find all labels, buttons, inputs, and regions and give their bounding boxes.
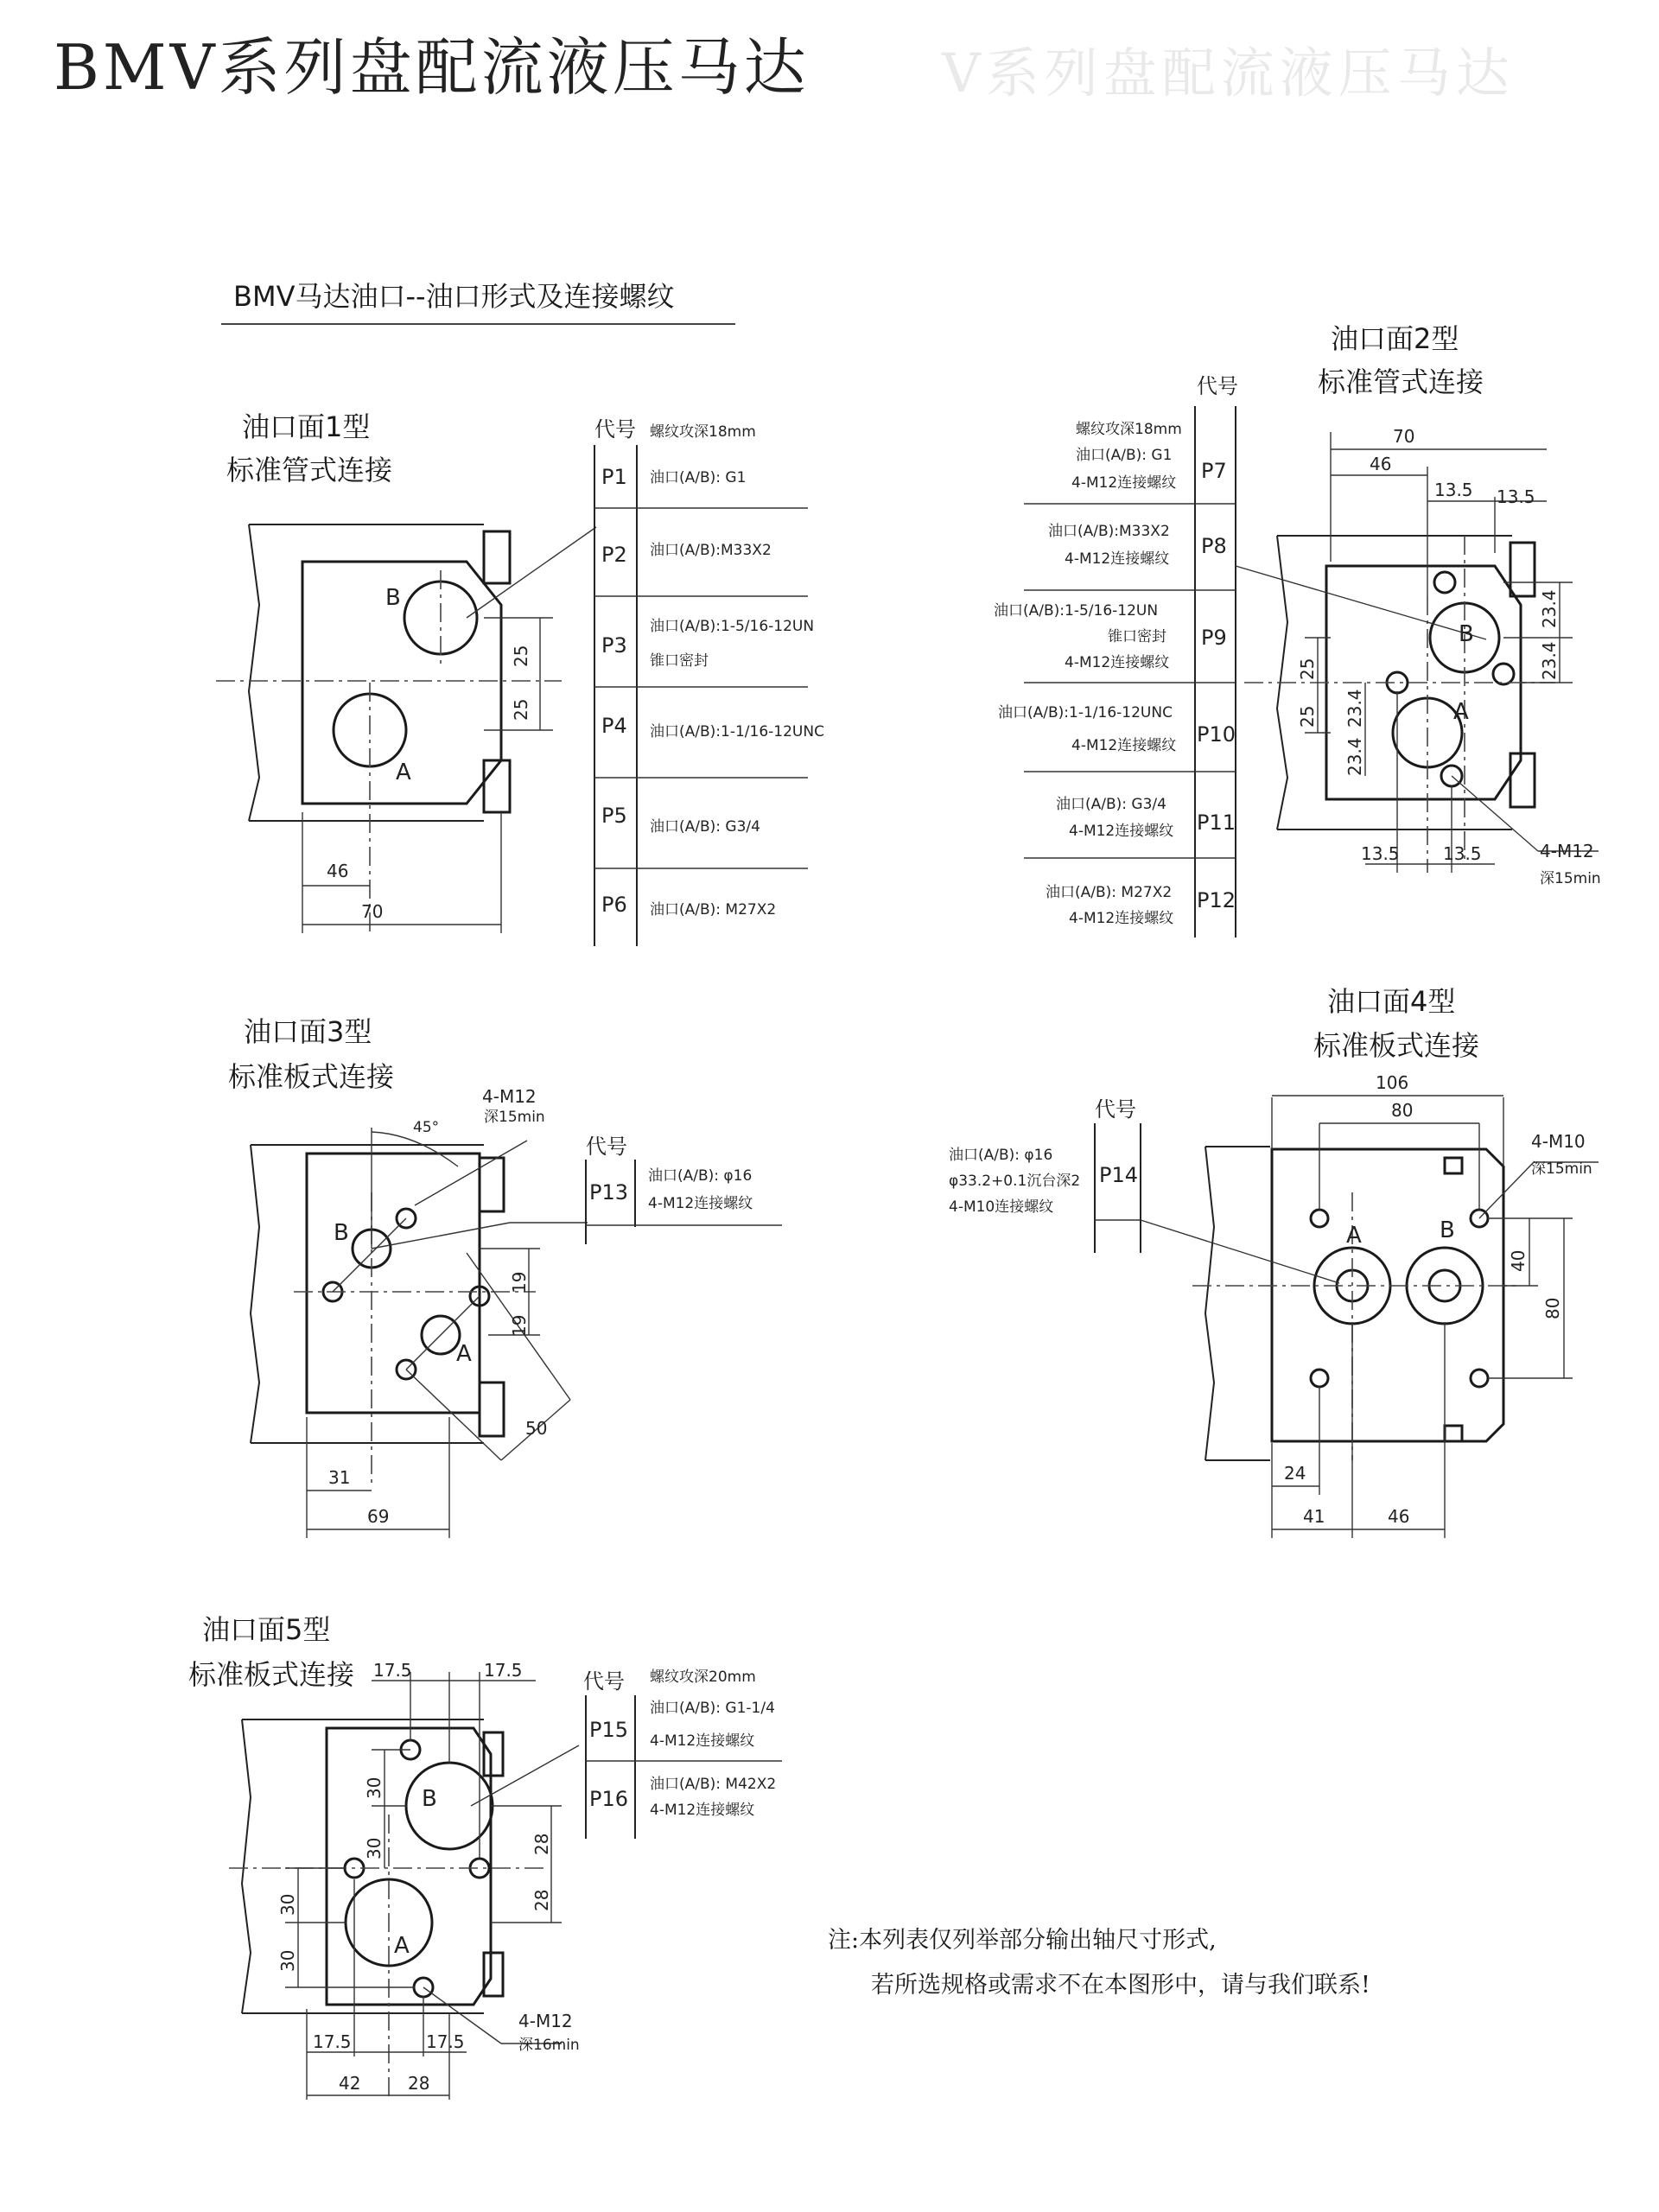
t5-code-p15: P15: [589, 1718, 629, 1742]
t2-row-p8-a: 油口(A/B):M33X2: [1048, 523, 1170, 540]
t2-code-p8: P8: [1201, 534, 1227, 558]
t3-dim-31: 31: [328, 1467, 351, 1488]
page-title: BMV系列盘配流液压马达: [54, 31, 810, 104]
t2-dim-25a: 25: [1297, 658, 1318, 680]
type2-table: [994, 374, 1238, 938]
t2-code-p9: P9: [1201, 626, 1227, 650]
t1-dim-3: 46: [327, 861, 349, 881]
t4-dim-40: 40: [1508, 1249, 1529, 1272]
t2-callout: 4-M12: [1540, 841, 1594, 861]
t1-code-p1: P1: [601, 465, 627, 489]
t2-port-b: B: [1459, 621, 1474, 647]
type4-conn: 标准板式连接: [1313, 1029, 1480, 1062]
t2-header: 代号: [1197, 374, 1238, 398]
t5-dim-30d: 30: [277, 1949, 298, 1972]
t3-header: 代号: [586, 1135, 627, 1159]
t3-row-p13-a: 油口(A/B): φ16: [648, 1167, 753, 1185]
t3-dim-45: 45°: [413, 1119, 440, 1136]
t2-row-p10-a: 油口(A/B):1-1/16-12UNC: [998, 704, 1173, 721]
t1-port-b: B: [385, 585, 401, 611]
type3-table: [586, 1135, 782, 1244]
t2-row-p11-b: 4-M12连接螺纹: [1069, 823, 1174, 840]
t3-dim-50: 50: [525, 1418, 548, 1439]
t2-dim-135d: 13.5: [1443, 843, 1482, 864]
t2-dim-234c: 23.4: [1344, 689, 1365, 728]
t4-callout-2: 深15min: [1531, 1160, 1592, 1178]
t2-code-p10: P10: [1197, 722, 1236, 747]
t1-row-p3-b: 锥口密封: [650, 652, 709, 670]
t5-dim-42: 42: [339, 2073, 361, 2094]
type2-conn: 标准管式连接: [1318, 365, 1484, 398]
t2-dim-234d: 23.4: [1344, 737, 1365, 776]
t1-row-p2: 油口(A/B):M33X2: [650, 542, 772, 559]
type1-table: [594, 417, 824, 946]
t1-header: 代号: [594, 417, 636, 442]
type5-table: [583, 1669, 782, 1839]
type1-conn: 标准管式连接: [226, 454, 393, 486]
t1-code-p6: P6: [601, 893, 627, 917]
t5-dim-175c: 17.5: [313, 2031, 352, 2052]
t1-dim-1: 25: [511, 645, 531, 667]
t2-row-p8-b: 4-M12连接螺纹: [1065, 550, 1170, 568]
t2-header-note: 螺纹攻深18mm: [1076, 421, 1182, 438]
t4-code-p14: P14: [1099, 1163, 1139, 1187]
t3-dim-19a: 19: [509, 1271, 530, 1294]
t1-code-p4: P4: [601, 714, 627, 738]
t3-callout-2: 深15min: [484, 1109, 545, 1126]
t3-dim-69: 69: [367, 1506, 390, 1527]
t1-port-a: A: [396, 760, 411, 785]
t4-row-p14-a: 油口(A/B): φ16: [949, 1147, 1053, 1164]
t5-dim-175d: 17.5: [426, 2031, 465, 2052]
type4-drawing: [1141, 1072, 1599, 1538]
t2-dim-135c: 13.5: [1361, 843, 1400, 864]
t4-port-a: A: [1346, 1223, 1362, 1249]
t1-code-p3: P3: [601, 633, 627, 658]
t5-callout-2: 深16min: [518, 2037, 580, 2054]
t2-row-p7-b: 4-M12连接螺纹: [1071, 474, 1177, 492]
t1-dim-4: 70: [361, 901, 384, 922]
ghost-title: V系列盘配流液压马达: [942, 41, 1515, 105]
t2-code-p12: P12: [1197, 888, 1236, 912]
type3-conn: 标准板式连接: [228, 1060, 395, 1093]
t2-port-a: A: [1453, 699, 1469, 725]
t1-code-p2: P2: [601, 543, 627, 567]
t5-dim-175b: 17.5: [484, 1660, 523, 1681]
t4-dim-106: 106: [1376, 1072, 1409, 1093]
t5-code-p16: P16: [589, 1787, 629, 1811]
t4-port-b: B: [1440, 1217, 1455, 1243]
t3-port-a: A: [456, 1341, 472, 1367]
t2-row-p9-a: 油口(A/B):1-5/16-12UN: [994, 602, 1159, 620]
t1-row-p3-a: 油口(A/B):1-5/16-12UN: [650, 618, 815, 635]
t1-dim-2: 25: [511, 698, 531, 721]
type4-table: [949, 1097, 1141, 1253]
t2-row-p9-c: 4-M12连接螺纹: [1065, 654, 1170, 671]
t4-callout: 4-M10: [1531, 1131, 1586, 1152]
note-line-1: 注:本列表仅列举部分输出轴尺寸形式,: [828, 1927, 1217, 1954]
t2-dim-46: 46: [1370, 454, 1392, 474]
t1-row-p1: 油口(A/B): G1: [650, 469, 747, 486]
t1-header-note: 螺纹攻深18mm: [650, 423, 756, 441]
t2-callout-2: 深15min: [1540, 870, 1601, 887]
type5-conn: 标准板式连接: [188, 1658, 355, 1691]
t2-row-p7-a: 油口(A/B): G1: [1076, 447, 1173, 464]
t5-dim-28b: 28: [531, 1889, 552, 1911]
t4-row-p14-b: φ33.2+0.1沉台深2: [949, 1173, 1081, 1190]
t5-dim-175a: 17.5: [373, 1660, 412, 1681]
t5-header-note: 螺纹攻深20mm: [650, 1669, 756, 1686]
t3-code-p13: P13: [589, 1180, 629, 1205]
t5-row-p15-b: 4-M12连接螺纹: [650, 1732, 755, 1750]
t3-callout: 4-M12: [482, 1086, 537, 1107]
t2-dim-135a: 13.5: [1434, 480, 1473, 500]
type3-name: 油口面3型: [244, 1015, 372, 1048]
type5-name: 油口面5型: [202, 1613, 331, 1646]
t4-dim-80: 80: [1391, 1100, 1414, 1121]
t2-code-p7: P7: [1201, 459, 1227, 483]
t2-dim-70: 70: [1393, 426, 1415, 447]
t3-port-b: B: [334, 1220, 349, 1246]
t2-row-p12-b: 4-M12连接螺纹: [1069, 910, 1174, 927]
t4-row-p14-c: 4-M10连接螺纹: [949, 1198, 1054, 1216]
type5-drawing: [229, 1660, 580, 2100]
t1-row-p6: 油口(A/B): M27X2: [650, 901, 777, 918]
t4-dim-46: 46: [1388, 1506, 1410, 1527]
t2-dim-25b: 25: [1297, 705, 1318, 728]
type4-name: 油口面4型: [1327, 985, 1456, 1018]
t2-row-p10-b: 4-M12连接螺纹: [1071, 737, 1177, 754]
t2-dim-135b: 13.5: [1497, 486, 1535, 507]
t5-header: 代号: [583, 1669, 625, 1694]
t4-dim-80v: 80: [1542, 1297, 1563, 1319]
t1-row-p5: 油口(A/B): G3/4: [650, 818, 760, 836]
type2-drawing: [1236, 426, 1601, 887]
t5-row-p15-a: 油口(A/B): G1-1/4: [650, 1700, 775, 1717]
t5-dim-30a: 30: [364, 1777, 385, 1799]
type2-name: 油口面2型: [1331, 322, 1459, 355]
t5-dim-30b: 30: [364, 1837, 385, 1859]
t5-callout: 4-M12: [518, 2011, 573, 2031]
t5-port-b: B: [422, 1786, 437, 1812]
type1-name: 油口面1型: [242, 410, 371, 443]
t2-dim-234b: 23.4: [1539, 641, 1560, 680]
type3-drawing: [251, 1086, 588, 1538]
t5-dim-28a: 28: [531, 1833, 552, 1855]
t5-port-a: A: [394, 1933, 410, 1959]
type1-drawing: [216, 524, 596, 933]
t2-row-p11-a: 油口(A/B): G3/4: [1056, 796, 1166, 813]
note-line-2: 若所选规格或需求不在本图形中，请与我们联系!: [871, 1972, 1370, 1999]
t2-row-p9-b: 锥口密封: [1108, 628, 1166, 645]
t5-dim-30c: 30: [277, 1893, 298, 1916]
section-title: BMV马达油口--油口形式及连接螺纹: [233, 280, 675, 313]
t5-row-p16-b: 4-M12连接螺纹: [650, 1802, 755, 1819]
t1-row-p4: 油口(A/B):1-1/16-12UNC: [650, 723, 824, 741]
t4-dim-41: 41: [1303, 1506, 1325, 1527]
t2-row-p12-a: 油口(A/B): M27X2: [1046, 884, 1173, 901]
t5-dim-28c: 28: [408, 2073, 430, 2094]
t5-row-p16-a: 油口(A/B): M42X2: [650, 1776, 777, 1793]
t4-header: 代号: [1095, 1097, 1136, 1122]
t3-dim-19b: 19: [509, 1314, 530, 1337]
t3-row-p13-b: 4-M12连接螺纹: [648, 1195, 753, 1212]
t2-dim-234a: 23.4: [1539, 589, 1560, 628]
t1-code-p5: P5: [601, 804, 627, 828]
t2-code-p11: P11: [1197, 810, 1236, 835]
t4-dim-24: 24: [1284, 1463, 1306, 1484]
